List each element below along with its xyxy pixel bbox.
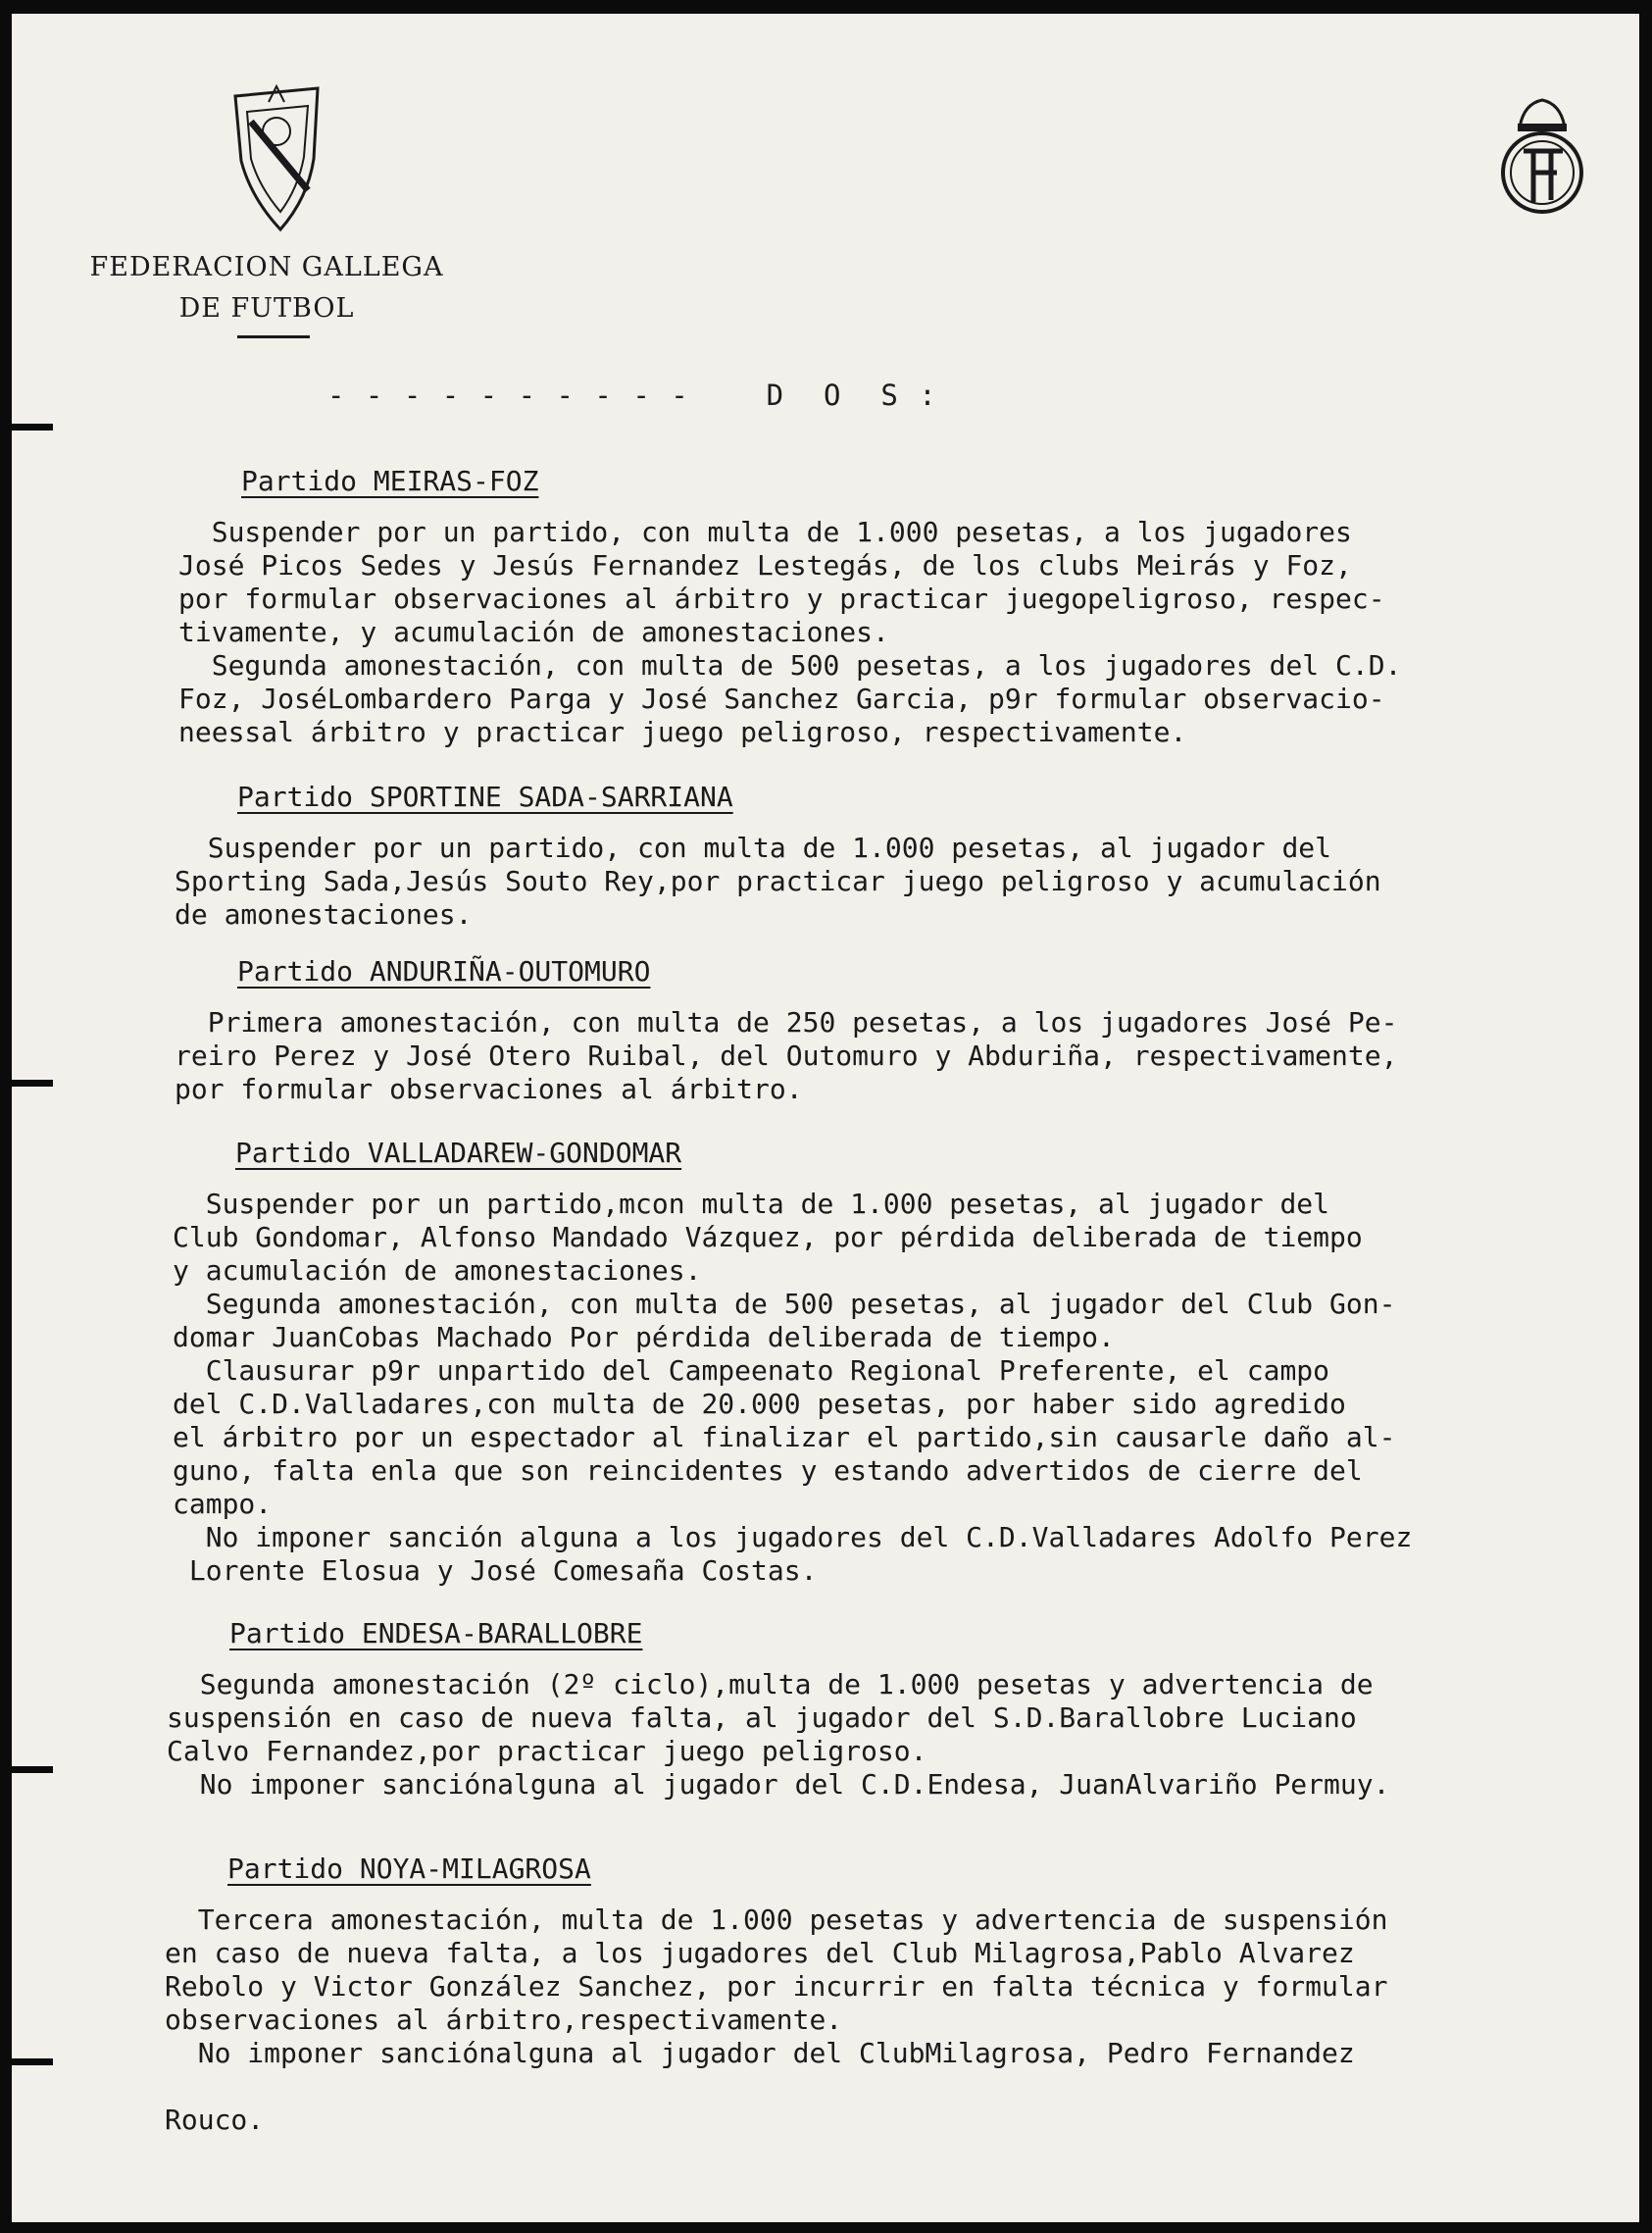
body-line: Rouco. [165,2104,265,2136]
body-line: reiro Perez y José Otero Ruibal, del Outomuro y Abduriña, respectivamente, [175,1040,1398,1072]
royal-spanish-federation-crest-icon [1494,94,1590,222]
edge-notch [12,1080,53,1087]
body-line: Primera amonestación, con multa de 250 pesetas, a los jugadores José Pe- [175,1006,1398,1039]
body-line: Suspender por un partido, con multa de 1.000 pesetas, a los jugadores [178,516,1352,548]
body-line: Foz, JoséLombardero Parga y José Sanchez Garcia, p9r formular observacio- [178,683,1385,715]
body-line: en caso de nueva falta, a los jugadores del Club Milagrosa,Pablo Alvarez [165,1937,1355,1969]
body-line: por formular observaciones al árbitro. [175,1073,803,1105]
match-title: Partido SPORTINE SADA-SARRIANA [237,781,733,813]
body-line: Rebolo y Victor González Sanchez, por incurrir en falta técnica y formular [165,1970,1388,2003]
edge-notch [12,1766,53,1773]
match-section [165,1852,1387,2137]
body-line: el árbitro por un espectador al finalizar el partido,sin causarle daño al- [173,1421,1396,1453]
edge-notch [12,2058,53,2065]
body-line: domar JuanCobas Machado Por pérdida deliberada de tiempo. [173,1321,1115,1353]
body-line [165,2070,1387,2104]
body-line: por formular observaciones al árbitro y practicar juegopeligroso, respec- [178,583,1385,615]
body-line: Club Gondomar, Alfonso Mandado Vázquez, por pérdida deliberada de tiempo [173,1221,1363,1253]
body-line: Clausurar p9r unpartido del Campeenato Regional Preferente, el campo [173,1354,1330,1387]
match-section [175,781,1381,932]
body-line: guno, falta enla que son reincidentes y estando advertidos de cierre del [173,1454,1363,1487]
body-line: Tercera amonestación, multa de 1.000 pesetas y advertencia de suspensión [165,1903,1388,1936]
match-title: Partido ANDURIÑA-OUTOMURO [237,955,651,988]
match-section [178,465,1401,749]
body-line: neessal árbitro y practicar juego peligroso, respectivamente. [178,716,1187,748]
document-page [12,14,1639,2222]
match-section [175,955,1397,1106]
federation-name-line1: FEDERACION GALLEGA [89,252,444,282]
body-line: tivamente, y acumulación de amonestaciones. [178,616,889,648]
header-divider [237,335,310,338]
edge-notch [12,424,53,431]
match-title: Partido MEIRAS-FOZ [241,465,539,497]
body-line: suspensión en caso de nueva falta, al jugador del S.D.Barallobre Luciano [167,1701,1357,1734]
body-line: Calvo Fernandez,por practicar juego peligroso. [167,1735,927,1767]
body-line: No imponer sanciónalguna al jugador del ClubMilagrosa, Pedro Fernandez [165,2037,1355,2069]
body-line: y acumulación de amonestaciones. [173,1254,702,1287]
body-line: de amonestaciones. [175,898,473,931]
body-line: Suspender por un partido, con multa de 1.000 pesetas, al jugador del [175,832,1332,864]
body-line: del C.D.Valladares,con multa de 20.000 pesetas, por haber sido agredido [173,1388,1346,1420]
galician-federation-shield-icon [229,82,324,237]
document-heading: - - - - - - - - - - D O S : [327,379,938,412]
body-line: José Picos Sedes y Jesús Fernandez Lestegás, de los clubs Meirás y Foz, [178,549,1352,582]
body-line: Lorente Elosua y José Comesaña Costas. [173,1554,818,1587]
match-section [173,1137,1412,1588]
body-line: Segunda amonestación, con multa de 500 pesetas, a los jugadores del C.D. [178,649,1402,682]
match-title: Partido NOYA-MILAGROSA [227,1852,591,1885]
body-line: No imponer sanción alguna a los jugadores del C.D.Valladares Adolfo Perez [173,1521,1413,1553]
body-line: No imponer sanciónalguna al jugador del C.D.Endesa, JuanAlvariño Permuy. [167,1768,1390,1801]
body-line: Sporting Sada,Jesús Souto Rey,por practicar juego peligroso y acumulación [175,865,1381,897]
body-line: observaciones al árbitro,respectivamente. [165,2004,843,2036]
match-title: Partido VALLADAREW-GONDOMAR [235,1137,682,1169]
body-line: campo. [173,1488,273,1520]
body-line: Segunda amonestación, con multa de 500 pesetas, al jugador del Club Gon- [173,1288,1396,1320]
body-line: Segunda amonestación (2º ciclo),multa de 1.000 pesetas y advertencia de [167,1668,1374,1700]
federation-name [71,247,463,330]
match-title: Partido ENDESA-BARALLOBRE [229,1617,643,1649]
match-section [167,1617,1389,1802]
body-line: Suspender por un partido,mcon multa de 1.000 pesetas, al jugador del [173,1188,1330,1220]
federation-name-line2: DE FUTBOL [178,293,355,324]
